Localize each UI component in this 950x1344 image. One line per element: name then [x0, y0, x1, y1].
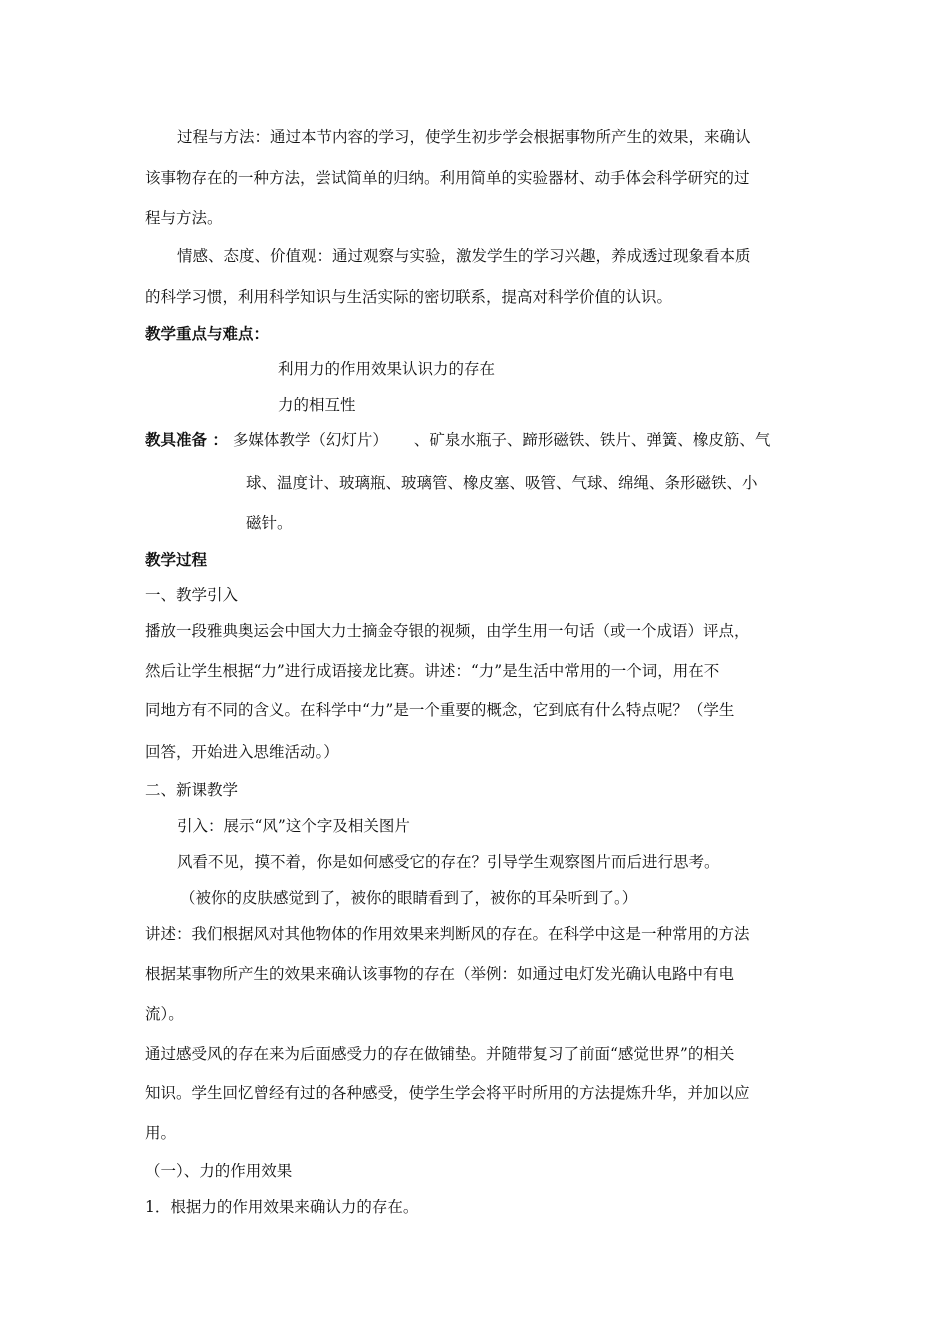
tools-label: 教具准备 ： — [145, 430, 228, 449]
lead-line-2: 风看不见，摸不着，你是如何感受它的存在？引导学生观察图片而后进行思考。 — [177, 853, 720, 871]
tools-line-1 — [145, 430, 770, 450]
review-line-1: 通过感受风的存在来为后面感受力的存在做铺垫。并随带复习了前面“感觉世界”的相关 — [145, 1045, 735, 1063]
intro-line-1: 播放一段雅典奥运会中国大力士摘金夺银的视频，由学生用一句话（或一个成语）评点， — [145, 622, 750, 640]
intro-line-2: 然后让学生根据“力”进行成语接龙比赛。讲述：“力”是生活中常用的一个词，用在不 — [145, 662, 720, 680]
tools-multimedia: 多媒体教学（幻灯片） — [232, 431, 388, 449]
section-2-title: 二、新课教学 — [145, 781, 239, 799]
lecture-line-3: 流）。 — [145, 1005, 184, 1023]
lead-line-1: 引入：展示“风”这个字及相关图片 — [177, 817, 410, 835]
item-1: 1．根据力的作用效果来确认力的存在。 — [145, 1198, 419, 1216]
tools-items-1: 、矿泉水瓶子、蹄形磁铁、铁片、弹簧、橡皮筋、气 — [413, 431, 771, 449]
key-point-2: 力的相互性 — [278, 396, 356, 414]
lecture-line-2: 根据某事物所产生的效果来确认该事物的存在（举例：如通过电灯发光确认电路中有电 — [145, 965, 735, 983]
section-1-title: 一、教学引入 — [145, 586, 239, 604]
lead-line-3: （被你的皮肤感觉到了，被你的眼睛看到了，被你的耳朵听到了。） — [180, 889, 638, 907]
lecture-line-1: 讲述：我们根据风对其他物体的作用效果来判断风的存在。在科学中这是一种常用的方法 — [145, 925, 750, 943]
tools-line-2: 球、温度计、玻璃瓶、玻璃管、橡皮塞、吸管、气球、绵绳、条形磁铁、小 — [246, 474, 758, 492]
intro-line-4: 回答，开始进入思维活动。） — [145, 743, 339, 761]
tools-line-3: 磁针。 — [246, 514, 293, 532]
method-line-3: 程与方法。 — [145, 209, 223, 227]
key-point-1: 利用力的作用效果认识力的存在 — [278, 360, 496, 378]
method-line-2: 该事物存在的一种方法，尝试简单的归纳。利用简单的实验器材、动手体会科学研究的过 — [145, 169, 750, 187]
process-heading: 教学过程 — [145, 550, 208, 569]
intro-line-3: 同地方有不同的含义。在科学中“力”是一个重要的概念，它到底有什么特点呢？（学生 — [145, 701, 735, 719]
review-line-2: 知识。学生回忆曾经有过的各种感受，使学生学会将平时所用的方法提炼升华，并加以应 — [145, 1084, 750, 1102]
emotion-line-2: 的科学习惯，利用科学知识与生活实际的密切联系，提高对科学价值的认识。 — [145, 288, 673, 306]
method-line-1: 过程与方法：通过本节内容的学习，使学生初步学会根据事物所产生的效果，来确认 — [177, 128, 751, 146]
key-points-heading: 教学重点与难点： — [145, 324, 270, 343]
emotion-line-1: 情感、态度、价值观：通过观察与实验，激发学生的学习兴趣，养成透过现象看本质 — [177, 247, 751, 265]
subsection-1-title: （一）、力的作用效果 — [145, 1162, 293, 1180]
review-line-3: 用。 — [145, 1124, 177, 1142]
